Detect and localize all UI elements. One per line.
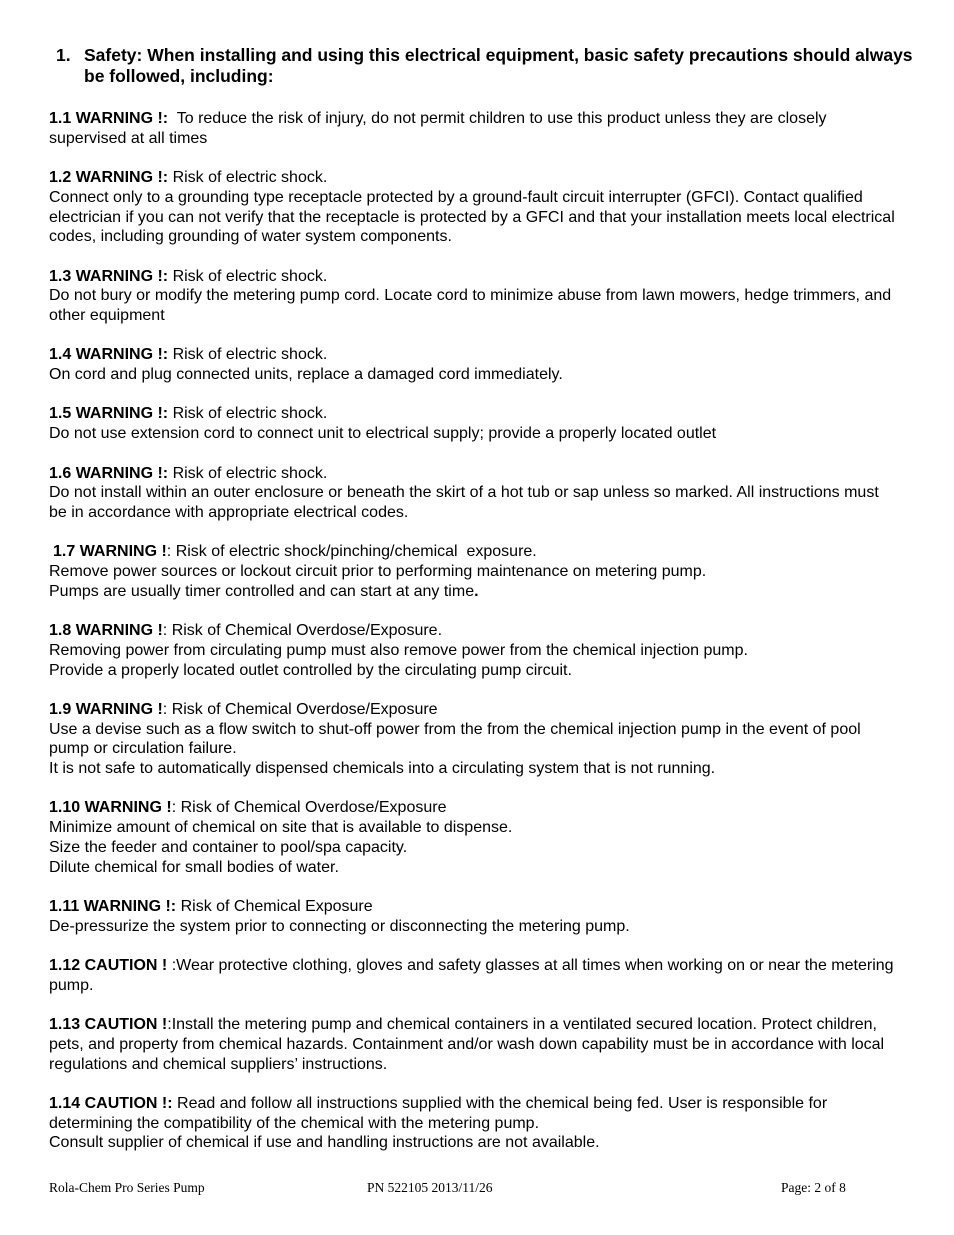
- safety-item-label: 1.5 WARNING !:: [49, 405, 169, 423]
- section-heading: [56, 45, 916, 87]
- safety-item-heading: [49, 897, 899, 917]
- safety-item-intro: : Risk of Chemical Overdose/Exposure: [162, 700, 438, 718]
- safety-item-line: [49, 818, 899, 838]
- safety-item-line: [49, 286, 899, 325]
- safety-item: [49, 168, 899, 247]
- safety-item: [49, 621, 899, 680]
- safety-item-label: 1.2 WARNING !:: [49, 169, 169, 187]
- safety-item-text: Dilute chemical for small bodies of water.: [49, 858, 339, 876]
- safety-item-line: [49, 917, 899, 937]
- safety-item-label: 1.10 WARNING !: [49, 799, 172, 817]
- safety-item-intro: Read and follow all instructions supplied with the chemical being fed. User is responsible for determining the compatibility of the chemical with the metering pump.: [49, 1094, 832, 1132]
- safety-item-line: [49, 838, 899, 858]
- safety-item-line: [49, 720, 899, 759]
- safety-item-heading: [49, 404, 899, 424]
- safety-item-label: 1.12 CAUTION !: [49, 957, 168, 975]
- safety-item-heading: [49, 109, 899, 148]
- safety-item-text: Do not bury or modify the metering pump cord. Locate cord to minimize abuse from lawn mowers, hedge trimmers, and other equipment: [49, 287, 892, 324]
- safety-item-line: [49, 1133, 899, 1153]
- safety-item-heading: [49, 345, 899, 365]
- safety-item-heading: [49, 1015, 899, 1074]
- safety-item-heading: [49, 956, 899, 995]
- safety-item-tail: .: [474, 582, 479, 600]
- safety-item-label: 1.14 CAUTION !:: [49, 1094, 173, 1112]
- safety-item-label: 1.13 CAUTION !: [49, 1016, 168, 1034]
- safety-item: [49, 345, 899, 384]
- safety-item-label: 1.8 WARNING !: [49, 622, 163, 640]
- section-title: Safety: When installing and using this electrical equipment, basic safety precautions should always be followed, including:: [84, 45, 913, 86]
- safety-item-line: [49, 858, 899, 878]
- safety-item-text: On cord and plug connected units, replace a damaged cord immediately.: [49, 366, 563, 384]
- safety-item-label: 1.1 WARNING !:: [49, 110, 169, 127]
- safety-item-intro: Risk of electric shock.: [168, 464, 328, 482]
- safety-item-line: [49, 582, 899, 602]
- safety-item-heading: [49, 621, 899, 641]
- safety-item-line: [49, 365, 899, 385]
- safety-item: [49, 956, 899, 995]
- safety-item-text: Do not use extension cord to connect unit to electrical supply; provide a properly located outlet: [49, 425, 717, 443]
- safety-item-label: 1.4 WARNING !:: [49, 346, 169, 364]
- safety-items-list: [49, 109, 899, 1173]
- safety-item-heading: [49, 168, 899, 188]
- safety-item-intro: To reduce the risk of injury, do not permit children to use this product unless they are closely supervised at all times: [49, 110, 831, 147]
- safety-item-line: [49, 759, 899, 779]
- safety-item-label: 1.6 WARNING !:: [49, 464, 169, 482]
- safety-item: [49, 1094, 899, 1153]
- safety-item: [49, 109, 899, 148]
- safety-item-text: Removing power from circulating pump must also remove power from the chemical injection pump.: [49, 641, 748, 659]
- safety-item-text: Size the feeder and container to pool/spa capacity.: [49, 838, 408, 856]
- safety-item-heading: [49, 267, 899, 287]
- safety-item-label: 1.7 WARNING !: [53, 543, 167, 561]
- safety-item-intro: Risk of electric shock.: [168, 169, 328, 187]
- safety-item-line: [49, 641, 899, 661]
- safety-item-text: De-pressurize the system prior to connecting or disconnecting the metering pump.: [49, 917, 630, 935]
- safety-item-intro: :Install the metering pump and chemical containers in a ventilated secured location. Protect children, pets, and property from chemical hazards. Containment and/or wash down capability must be in accordance with local regulations and chemical suppliers’ instructions.: [49, 1016, 889, 1073]
- safety-item-text: Minimize amount of chemical on site that is available to dispense.: [49, 819, 513, 837]
- safety-item-intro: Risk of electric shock.: [168, 346, 328, 364]
- safety-item-line: [49, 188, 899, 247]
- safety-item-intro: : Risk of electric shock/pinching/chemical exposure.: [166, 543, 537, 561]
- safety-item-intro: Risk of electric shock.: [168, 267, 328, 285]
- safety-item-text: Provide a properly located outlet controlled by the circulating pump circuit.: [49, 661, 572, 679]
- safety-item-intro: : Risk of Chemical Overdose/Exposure.: [162, 622, 443, 640]
- safety-item: [49, 464, 899, 523]
- footer-product-name: Rola-Chem Pro Series Pump: [49, 1180, 205, 1195]
- safety-item-intro: : Risk of Chemical Overdose/Exposure: [171, 799, 447, 817]
- safety-item-text: Do not install within an outer enclosure or beneath the skirt of a hot tub or sap unless so marked. All instructions must be in accordance with appropriate electrical codes.: [49, 484, 879, 521]
- safety-item-line: [49, 424, 899, 444]
- safety-item-line: [49, 483, 899, 522]
- safety-item-heading: [49, 1094, 899, 1133]
- safety-item: [49, 700, 899, 779]
- safety-item-label: 1.11 WARNING !:: [49, 897, 177, 915]
- section-number: 1.: [56, 45, 71, 65]
- safety-item-text: It is not safe to automatically dispensed chemicals into a circulating system that is not running.: [49, 760, 716, 778]
- safety-item: [49, 267, 899, 326]
- safety-item-text: Pumps are usually timer controlled and can start at any time: [49, 582, 475, 600]
- footer-part-number: PN 522105 2013/11/26: [367, 1180, 493, 1195]
- safety-item: [49, 897, 899, 936]
- safety-item-line: [49, 562, 899, 582]
- safety-item-label: 1.9 WARNING !: [49, 700, 163, 718]
- safety-item: [49, 1015, 899, 1074]
- safety-item-text: Use a devise such as a flow switch to shut-off power from the from the chemical injection pump in the event of pool pump or circulation failure.: [49, 720, 861, 758]
- safety-item-label: 1.3 WARNING !:: [49, 267, 169, 285]
- safety-item-intro: :Wear protective clothing, gloves and safety glasses at all times when working on or near the metering pump.: [49, 957, 898, 994]
- safety-item: [49, 798, 899, 877]
- safety-item-heading: [49, 700, 899, 720]
- safety-item-heading: [49, 464, 899, 484]
- safety-item-text: Consult supplier of chemical if use and handling instructions are not available.: [49, 1134, 600, 1152]
- safety-item-intro: Risk of Chemical Exposure: [176, 897, 373, 915]
- safety-item: [49, 542, 899, 601]
- safety-item-line: [49, 661, 899, 681]
- safety-item-heading: [49, 542, 899, 562]
- safety-item-text: Remove power sources or lockout circuit prior to performing maintenance on metering pump.: [49, 563, 707, 581]
- safety-item: [49, 404, 899, 443]
- safety-item-text: Connect only to a grounding type receptacle protected by a ground-fault circuit interrupter (GFCI). Contact qualified electrician if you can not verify that the receptacle is protected by a GFCI and that your installation meets local electrical codes, including grounding of water system components.: [49, 188, 895, 246]
- safety-item-heading: [49, 798, 899, 818]
- safety-item-intro: Risk of electric shock.: [168, 405, 328, 423]
- footer-page-number: Page: 2 of 8: [781, 1180, 846, 1195]
